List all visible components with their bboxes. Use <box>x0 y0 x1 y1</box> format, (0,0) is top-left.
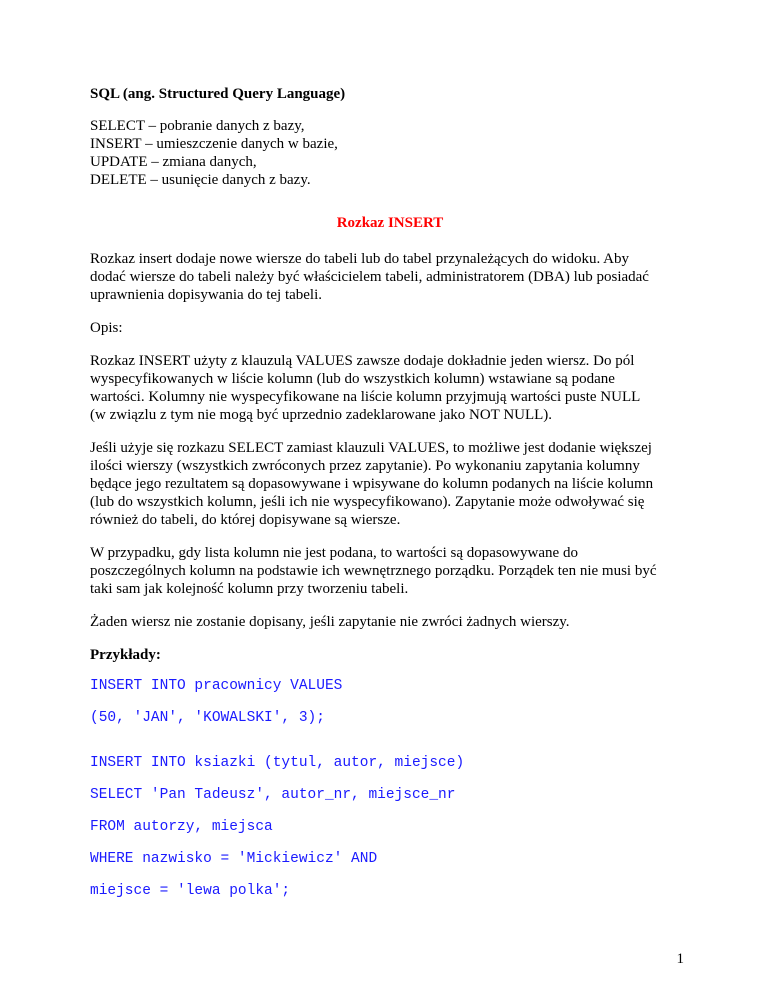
paragraph-line: poszczególnych kolumn na podstawie ich wewnętrznego porządku. Porządek ten nie musi być <box>90 563 657 579</box>
paragraph-line: dodać wiersze do tabeli należy być właścicielem tabeli, administratorem (DBA) lub posiadać <box>90 269 649 285</box>
section-title: Rozkaz INSERT <box>336 215 444 231</box>
paragraph-no-rows <box>90 613 690 631</box>
paragraph-line: Jeśli użyje się rozkazu SELECT zamiast klauzuli VALUES, to możliwe jest dodanie większej <box>90 440 652 456</box>
command-update: UPDATE – zmiana danych, <box>90 154 257 170</box>
code-line: INSERT INTO pracownicy VALUES <box>90 678 343 694</box>
paragraph-line: również do tabeli, do której dopisywane są wiersze. <box>90 512 401 528</box>
paragraph-line: ilości wierszy (wszystkich zwróconych przez zapytanie). Po wykonaniu zapytania kolumny <box>90 458 640 474</box>
paragraph-line: Żaden wiersz nie zostanie dopisany, jeśli zapytanie nie zwróci żadnych wierszy. <box>90 614 570 630</box>
paragraph-line: (w związlu z tym nie mogą być uprzednio zadeklarowane jako NOT NULL). <box>90 407 553 423</box>
code-line: (50, 'JAN', 'KOWALSKI', 3); <box>90 710 325 726</box>
command-delete: DELETE – usunięcie danych z bazy. <box>90 172 311 188</box>
paragraph-line: będące jego rezultatem są dopasowywane i wpisywane do kolumn podanych na liście kolumn <box>90 476 654 492</box>
paragraph-intro <box>90 250 690 304</box>
paragraph-line: wyspecyfikowanych w liście kolumn (lub do wszystkich kolumn) wstawiane są podane <box>90 371 615 387</box>
examples-label: Przykłady: <box>90 647 161 663</box>
paragraph-column-order <box>90 544 690 598</box>
paragraph-line: Rozkaz INSERT użyty z klauzulą VALUES zawsze dodaje dokładnie jeden wiersz. Do pól <box>90 353 635 369</box>
code-line: miejsce = 'lewa polka'; <box>90 883 291 899</box>
code-line: INSERT INTO ksiazki (tytul, autor, miejsce) <box>90 755 465 771</box>
paragraph-values <box>90 352 690 424</box>
document-heading: SQL (ang. Structured Query Language) <box>90 86 346 102</box>
code-line: WHERE nazwisko = 'Mickiewicz' AND <box>90 851 378 867</box>
command-list <box>90 117 690 189</box>
command-insert: INSERT – umieszczenie danych w bazie, <box>90 136 338 152</box>
paragraph-line: Opis: <box>90 320 123 336</box>
paragraph-line: W przypadku, gdy lista kolumn nie jest podana, to wartości są dopasowywane do <box>90 545 578 561</box>
paragraph-line: uprawnienia dopisywania do tej tabeli. <box>90 287 323 303</box>
paragraph-line: (lub do wszystkich kolumn, jeśli ich nie wyspecyfikowano). Zapytanie może odwoływać się <box>90 494 645 510</box>
paragraph-description-label <box>90 319 690 337</box>
page-number: 1 <box>676 951 684 967</box>
paragraph-select <box>90 439 690 529</box>
code-line: FROM autorzy, miejsca <box>90 819 273 835</box>
paragraph-line: wartości. Kolumny nie wyspecyfikowane na liście kolumn przyjmują wartości puste NULL <box>90 389 641 405</box>
command-select: SELECT – pobranie danych z bazy, <box>90 118 305 134</box>
document-page <box>90 85 690 914</box>
paragraph-line: taki sam jak kolejność kolumn przy tworzeniu tabeli. <box>90 581 409 597</box>
code-line: SELECT 'Pan Tadeusz', autor_nr, miejsce_nr <box>90 787 456 803</box>
paragraph-line: Rozkaz insert dodaje nowe wiersze do tabeli lub do tabel przynależących do widoku. Aby <box>90 251 629 267</box>
